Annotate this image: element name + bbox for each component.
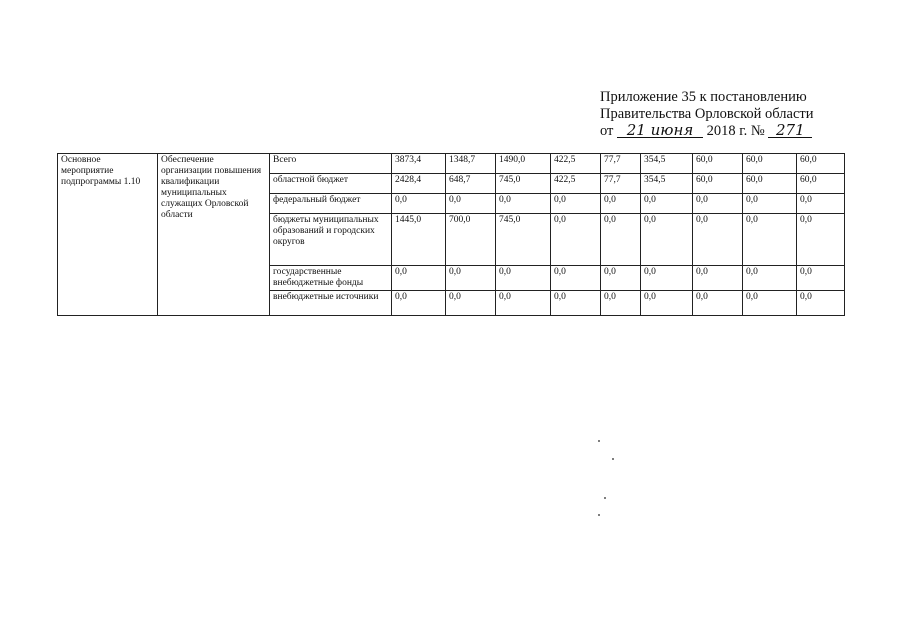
value-cell: 0,0 <box>601 214 641 266</box>
value-cell: 700,0 <box>446 214 496 266</box>
value-cell: 0,0 <box>797 266 845 291</box>
value-cell: 422,5 <box>551 174 601 194</box>
funding-source-cell: федеральный бюджет <box>270 194 392 214</box>
value-cell: 0,0 <box>693 291 743 316</box>
value-cell: 0,0 <box>392 266 446 291</box>
value-cell: 60,0 <box>693 154 743 174</box>
appendix-header <box>600 89 900 140</box>
header-line-3 <box>600 123 900 140</box>
handwritten-number: 271 <box>768 123 812 138</box>
value-cell: 0,0 <box>551 194 601 214</box>
value-cell: 0,0 <box>551 291 601 316</box>
value-cell: 0,0 <box>496 266 551 291</box>
value-cell: 0,0 <box>693 194 743 214</box>
funding-source-cell: государственные внебюджетные фонды <box>270 266 392 291</box>
value-cell: 0,0 <box>797 214 845 266</box>
value-cell: 60,0 <box>693 174 743 194</box>
funding-source-cell: бюджеты муниципальных образований и городских округов <box>270 214 392 266</box>
scan-speck <box>598 440 600 442</box>
value-cell: 0,0 <box>797 194 845 214</box>
value-cell: 0,0 <box>601 291 641 316</box>
value-cell: 648,7 <box>446 174 496 194</box>
description-cell: Обеспечение организации повышения квалификации муниципальных служащих Орловской области <box>158 154 270 316</box>
value-cell: 0,0 <box>743 214 797 266</box>
value-cell: 1348,7 <box>446 154 496 174</box>
value-cell: 422,5 <box>551 154 601 174</box>
scan-speck <box>598 514 600 516</box>
value-cell: 0,0 <box>641 214 693 266</box>
header-line-2: Правительства Орловской области <box>600 106 814 122</box>
value-cell: 60,0 <box>797 174 845 194</box>
value-cell: 745,0 <box>496 214 551 266</box>
value-cell: 77,7 <box>601 174 641 194</box>
value-cell: 0,0 <box>601 266 641 291</box>
scan-speck <box>612 458 614 460</box>
value-cell: 0,0 <box>446 194 496 214</box>
value-cell: 2428,4 <box>392 174 446 194</box>
value-cell: 0,0 <box>797 291 845 316</box>
value-cell: 1445,0 <box>392 214 446 266</box>
value-cell: 354,5 <box>641 154 693 174</box>
header-line-1: Приложение 35 к постановлению <box>600 89 807 105</box>
value-cell: 3873,4 <box>392 154 446 174</box>
funding-source-cell: областной бюджет <box>270 174 392 194</box>
value-cell: 0,0 <box>641 194 693 214</box>
value-cell: 60,0 <box>743 174 797 194</box>
value-cell: 0,0 <box>496 291 551 316</box>
scan-speck <box>604 497 606 499</box>
value-cell: 0,0 <box>641 291 693 316</box>
value-cell: 60,0 <box>797 154 845 174</box>
value-cell: 0,0 <box>446 266 496 291</box>
header-prefix: от <box>600 123 614 139</box>
header-year: 2018 г. № <box>706 123 765 139</box>
value-cell: 0,0 <box>551 214 601 266</box>
event-cell: Основное мероприятие подпрограммы 1.10 <box>58 154 158 316</box>
value-cell: 0,0 <box>743 266 797 291</box>
value-cell: 0,0 <box>392 194 446 214</box>
funding-source-cell: Всего <box>270 154 392 174</box>
funding-source-cell: внебюджетные источники <box>270 291 392 316</box>
value-cell: 0,0 <box>551 266 601 291</box>
value-cell: 0,0 <box>693 266 743 291</box>
value-cell: 0,0 <box>743 291 797 316</box>
value-cell: 0,0 <box>392 291 446 316</box>
value-cell: 745,0 <box>496 174 551 194</box>
value-cell: 0,0 <box>496 194 551 214</box>
value-cell: 0,0 <box>601 194 641 214</box>
value-cell: 0,0 <box>641 266 693 291</box>
value-cell: 0,0 <box>743 194 797 214</box>
value-cell: 354,5 <box>641 174 693 194</box>
handwritten-date: 21 июня <box>617 123 703 138</box>
value-cell: 0,0 <box>693 214 743 266</box>
value-cell: 77,7 <box>601 154 641 174</box>
value-cell: 60,0 <box>743 154 797 174</box>
table-row <box>58 154 845 174</box>
budget-table <box>57 153 845 316</box>
value-cell: 0,0 <box>446 291 496 316</box>
value-cell: 1490,0 <box>496 154 551 174</box>
